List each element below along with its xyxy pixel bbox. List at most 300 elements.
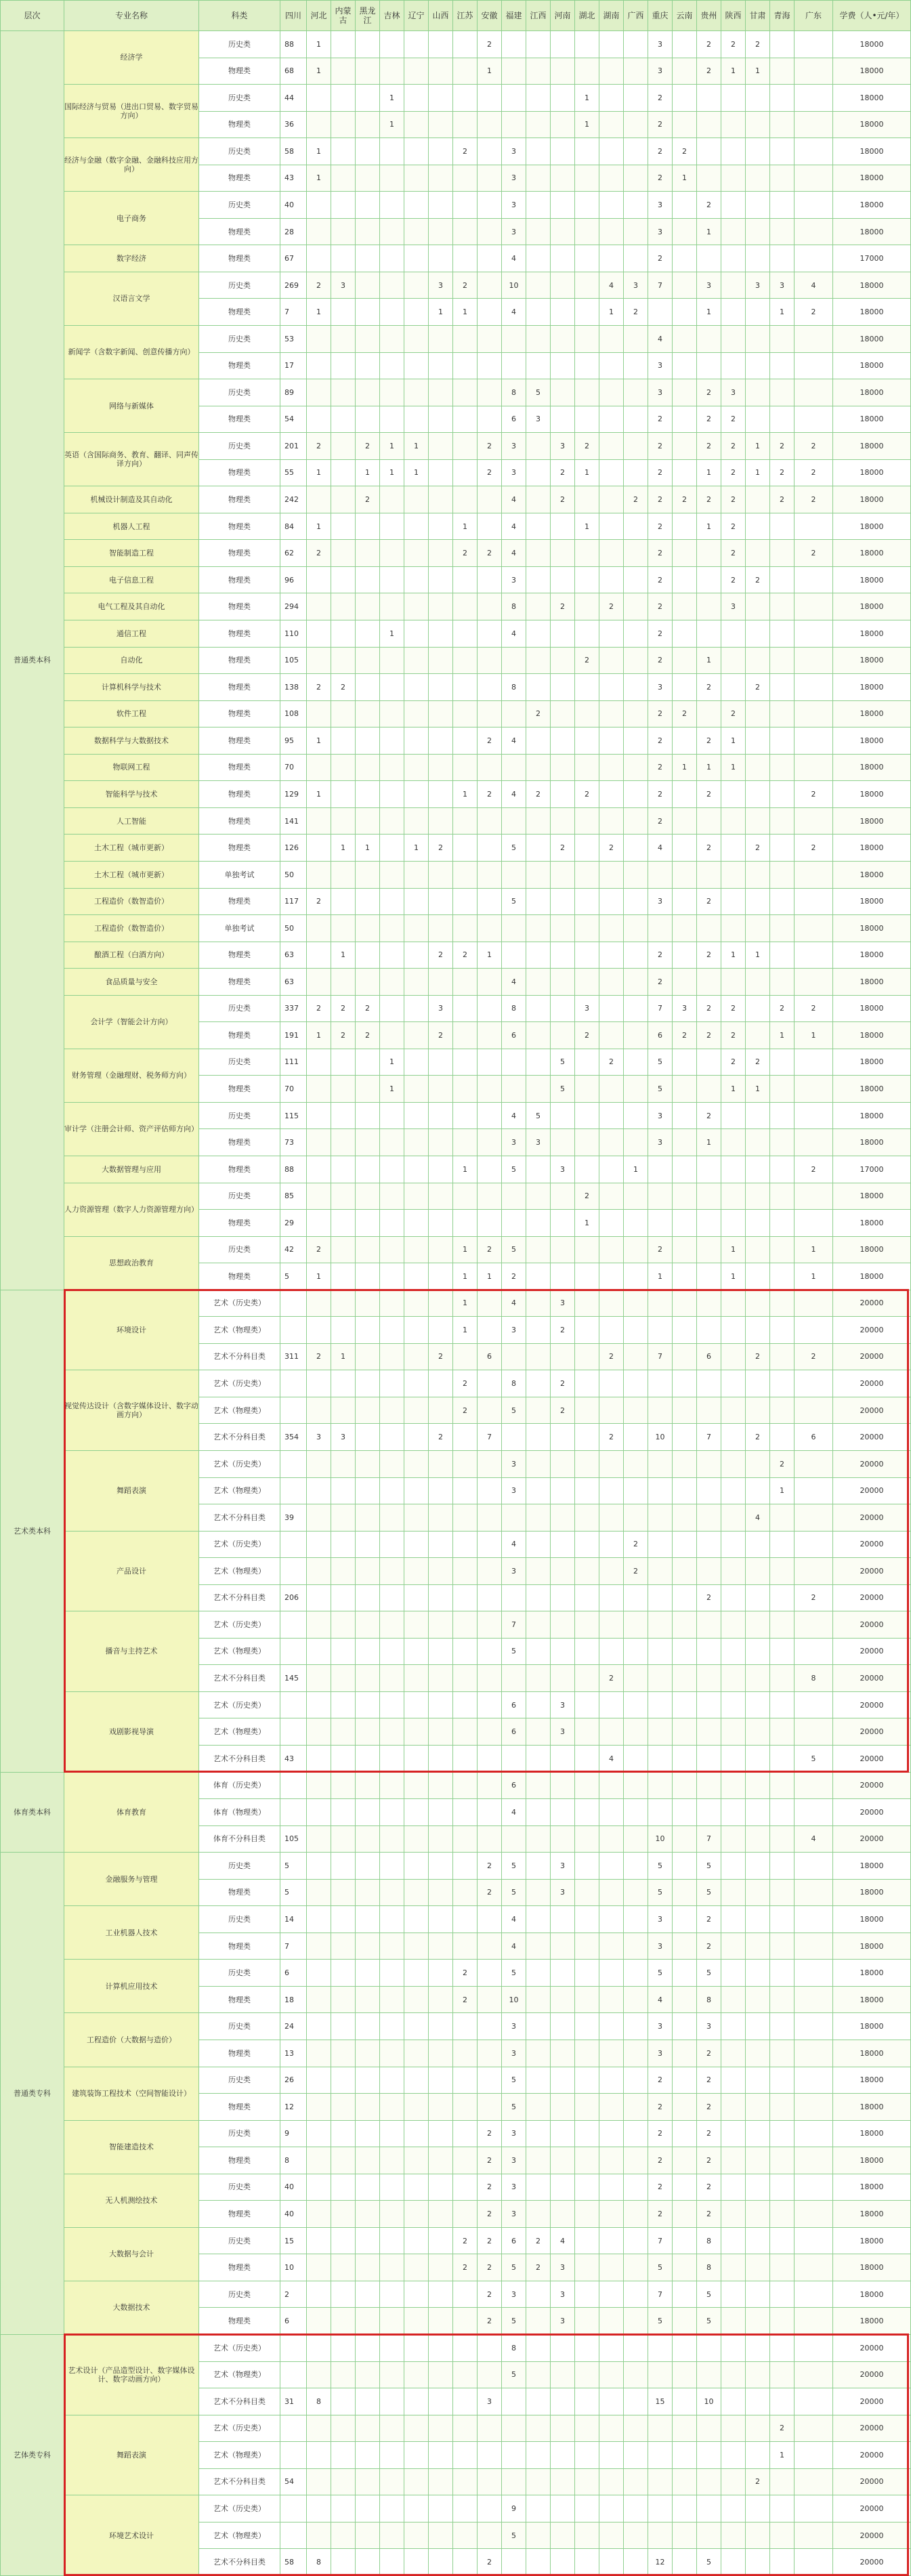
subject-type-cell: 艺术（历史类） bbox=[199, 1370, 280, 1397]
province-count-cell bbox=[429, 2308, 453, 2335]
subject-type-cell: 历史类 bbox=[199, 2067, 280, 2094]
province-count-cell bbox=[721, 1343, 746, 1370]
province-count-cell bbox=[770, 969, 795, 996]
province-count-cell: 2 bbox=[697, 2094, 721, 2121]
province-count-cell bbox=[356, 1290, 380, 1317]
major-name-cell: 物联网工程 bbox=[64, 754, 199, 781]
province-count-cell bbox=[673, 2468, 697, 2495]
sichuan-count-cell: 2 bbox=[280, 2281, 307, 2308]
province-count-cell bbox=[795, 1210, 833, 1237]
province-count-cell: 2 bbox=[599, 1665, 624, 1692]
province-count-cell bbox=[380, 1290, 404, 1317]
province-count-cell: 2 bbox=[551, 486, 575, 513]
province-count-cell bbox=[380, 700, 404, 727]
province-count-cell: 2 bbox=[697, 781, 721, 808]
province-count-cell: 1 bbox=[575, 459, 599, 486]
province-count-cell bbox=[599, 459, 624, 486]
table-row bbox=[1, 781, 911, 808]
province-count-cell bbox=[697, 138, 721, 165]
province-count-cell: 1 bbox=[453, 1156, 478, 1183]
province-count-cell bbox=[429, 1558, 453, 1585]
province-count-cell bbox=[356, 2174, 380, 2201]
province-count-cell bbox=[721, 2549, 746, 2576]
header-cell: 重庆 bbox=[648, 1, 673, 31]
province-count-cell bbox=[721, 1906, 746, 1933]
province-count-cell bbox=[453, 2468, 478, 2495]
province-count-cell bbox=[673, 1236, 697, 1263]
province-count-cell bbox=[356, 138, 380, 165]
province-count-cell bbox=[624, 2549, 648, 2576]
province-count-cell bbox=[624, 1772, 648, 1799]
province-count-cell bbox=[795, 2227, 833, 2254]
major-name-cell: 工程造价（大数据与造价） bbox=[64, 2013, 199, 2067]
province-count-cell bbox=[795, 513, 833, 540]
province-count-cell bbox=[380, 1611, 404, 1639]
province-count-cell bbox=[770, 1611, 795, 1639]
province-count-cell bbox=[624, 2468, 648, 2495]
province-count-cell bbox=[746, 1853, 770, 1880]
province-count-cell bbox=[404, 727, 429, 755]
major-name-cell: 产品设计 bbox=[64, 1531, 199, 1611]
province-count-cell bbox=[599, 2495, 624, 2522]
province-count-cell bbox=[478, 138, 502, 165]
province-count-cell: 3 bbox=[648, 1906, 673, 1933]
province-count-cell bbox=[673, 1504, 697, 1532]
province-count-cell bbox=[526, 1584, 551, 1611]
province-count-cell: 8 bbox=[697, 2227, 721, 2254]
province-count-cell bbox=[380, 915, 404, 942]
province-count-cell bbox=[502, 111, 526, 138]
province-count-cell bbox=[429, 459, 453, 486]
province-count-cell bbox=[331, 2067, 356, 2094]
province-count-cell bbox=[356, 754, 380, 781]
header-cell: 湖北 bbox=[575, 1, 599, 31]
province-count-cell bbox=[404, 995, 429, 1022]
province-count-cell bbox=[307, 2495, 331, 2522]
province-count-cell bbox=[721, 2147, 746, 2174]
province-count-cell bbox=[307, 861, 331, 888]
province-count-cell bbox=[404, 1772, 429, 1799]
province-count-cell bbox=[526, 915, 551, 942]
sichuan-count-cell: 89 bbox=[280, 379, 307, 406]
province-count-cell bbox=[331, 326, 356, 353]
province-count-cell bbox=[526, 2013, 551, 2040]
province-count-cell bbox=[502, 861, 526, 888]
sichuan-count-cell bbox=[280, 1317, 307, 1344]
province-count-cell bbox=[746, 2254, 770, 2281]
province-count-cell bbox=[624, 1397, 648, 1424]
sichuan-count-cell: 54 bbox=[280, 406, 307, 433]
province-count-cell: 3 bbox=[502, 566, 526, 593]
province-count-cell bbox=[673, 2201, 697, 2228]
province-count-cell bbox=[478, 1825, 502, 1853]
province-count-cell bbox=[624, 1879, 648, 1906]
header-cell: 科类 bbox=[199, 1, 280, 31]
subject-type-cell: 物理类 bbox=[199, 218, 280, 245]
province-count-cell bbox=[673, 1746, 697, 1773]
province-count-cell bbox=[380, 2495, 404, 2522]
subject-type-cell: 物理类 bbox=[199, 486, 280, 513]
province-count-cell bbox=[429, 165, 453, 192]
province-count-cell bbox=[770, 835, 795, 862]
province-count-cell bbox=[697, 1638, 721, 1665]
province-count-cell bbox=[380, 245, 404, 272]
province-count-cell bbox=[795, 2040, 833, 2067]
tuition-fee-cell: 18000 bbox=[833, 647, 911, 674]
province-count-cell bbox=[526, 513, 551, 540]
province-count-cell bbox=[746, 406, 770, 433]
province-count-cell: 8 bbox=[502, 2335, 526, 2362]
province-count-cell bbox=[770, 2120, 795, 2147]
province-count-cell bbox=[599, 2147, 624, 2174]
province-count-cell bbox=[624, 1718, 648, 1746]
province-count-cell: 2 bbox=[526, 2254, 551, 2281]
province-count-cell bbox=[331, 2388, 356, 2415]
province-count-cell bbox=[307, 2468, 331, 2495]
province-count-cell bbox=[478, 85, 502, 112]
province-count-cell bbox=[770, 754, 795, 781]
header-cell: 青海 bbox=[770, 1, 795, 31]
province-count-cell bbox=[746, 85, 770, 112]
province-count-cell bbox=[648, 2335, 673, 2362]
province-count-cell bbox=[453, 2174, 478, 2201]
province-count-cell bbox=[551, 647, 575, 674]
province-count-cell bbox=[721, 620, 746, 648]
province-count-cell bbox=[770, 245, 795, 272]
province-count-cell bbox=[429, 1799, 453, 1826]
province-count-cell: 1 bbox=[307, 165, 331, 192]
province-count-cell bbox=[795, 1370, 833, 1397]
province-count-cell: 2 bbox=[307, 433, 331, 460]
province-count-cell: 2 bbox=[648, 433, 673, 460]
major-name-cell: 智能制造工程 bbox=[64, 540, 199, 567]
province-count-cell: 7 bbox=[648, 272, 673, 299]
province-count-cell bbox=[599, 406, 624, 433]
province-count-cell: 2 bbox=[575, 1183, 599, 1210]
province-count-cell bbox=[356, 1156, 380, 1183]
province-count-cell bbox=[795, 1049, 833, 1076]
province-count-cell bbox=[404, 915, 429, 942]
tuition-fee-cell: 18000 bbox=[833, 513, 911, 540]
province-count-cell bbox=[453, 1049, 478, 1076]
province-count-cell bbox=[526, 2495, 551, 2522]
province-count-cell bbox=[307, 1397, 331, 1424]
province-count-cell bbox=[478, 1906, 502, 1933]
province-count-cell bbox=[331, 352, 356, 379]
province-count-cell bbox=[551, 2201, 575, 2228]
province-count-cell: 2 bbox=[478, 2147, 502, 2174]
province-count-cell bbox=[356, 2495, 380, 2522]
province-count-cell bbox=[380, 1102, 404, 1129]
province-count-cell bbox=[575, 1102, 599, 1129]
province-count-cell bbox=[795, 1718, 833, 1746]
table-row bbox=[1, 727, 911, 755]
province-count-cell bbox=[673, 1799, 697, 1826]
province-count-cell bbox=[526, 58, 551, 85]
province-count-cell: 1 bbox=[721, 58, 746, 85]
province-count-cell bbox=[697, 1665, 721, 1692]
province-count-cell bbox=[307, 326, 331, 353]
tuition-fee-cell: 18000 bbox=[833, 540, 911, 567]
province-count-cell bbox=[429, 1638, 453, 1665]
province-count-cell bbox=[648, 1665, 673, 1692]
province-count-cell: 5 bbox=[551, 1076, 575, 1103]
province-count-cell bbox=[356, 781, 380, 808]
province-count-cell bbox=[453, 888, 478, 915]
province-count-cell bbox=[795, 620, 833, 648]
province-count-cell bbox=[770, 1584, 795, 1611]
province-count-cell bbox=[770, 1102, 795, 1129]
province-count-cell: 2 bbox=[599, 1424, 624, 1451]
province-count-cell bbox=[673, 1370, 697, 1397]
province-count-cell bbox=[624, 513, 648, 540]
province-count-cell bbox=[770, 1558, 795, 1585]
province-count-cell bbox=[599, 1799, 624, 1826]
province-count-cell bbox=[429, 2120, 453, 2147]
major-name-cell: 环境设计 bbox=[64, 1290, 199, 1370]
province-count-cell bbox=[673, 1853, 697, 1880]
province-count-cell bbox=[551, 1665, 575, 1692]
province-count-cell bbox=[380, 326, 404, 353]
province-count-cell: 2 bbox=[770, 433, 795, 460]
province-count-cell bbox=[478, 1531, 502, 1558]
province-count-cell bbox=[551, 513, 575, 540]
province-count-cell: 2 bbox=[478, 433, 502, 460]
province-count-cell bbox=[429, 1746, 453, 1773]
province-count-cell bbox=[770, 165, 795, 192]
sichuan-count-cell bbox=[280, 1799, 307, 1826]
province-count-cell bbox=[721, 1584, 746, 1611]
province-count-cell bbox=[697, 111, 721, 138]
province-count-cell bbox=[624, 245, 648, 272]
province-count-cell bbox=[746, 1450, 770, 1477]
sichuan-count-cell: 42 bbox=[280, 1236, 307, 1263]
province-count-cell bbox=[624, 674, 648, 701]
province-count-cell bbox=[721, 1772, 746, 1799]
province-count-cell: 4 bbox=[599, 272, 624, 299]
province-count-cell: 1 bbox=[697, 513, 721, 540]
province-count-cell: 5 bbox=[502, 1960, 526, 1987]
header-cell: 吉林 bbox=[380, 1, 404, 31]
province-count-cell: 2 bbox=[648, 2147, 673, 2174]
province-count-cell: 6 bbox=[502, 1022, 526, 1049]
province-count-cell bbox=[331, 781, 356, 808]
province-count-cell bbox=[673, 915, 697, 942]
province-count-cell bbox=[356, 85, 380, 112]
province-count-cell bbox=[526, 1960, 551, 1987]
tuition-fee-cell: 18000 bbox=[833, 2308, 911, 2335]
province-count-cell bbox=[380, 58, 404, 85]
province-count-cell bbox=[770, 2147, 795, 2174]
province-count-cell bbox=[599, 1638, 624, 1665]
province-count-cell bbox=[746, 1665, 770, 1692]
province-count-cell bbox=[356, 1584, 380, 1611]
province-count-cell bbox=[575, 1558, 599, 1585]
province-count-cell bbox=[478, 2415, 502, 2442]
province-count-cell bbox=[795, 379, 833, 406]
sichuan-count-cell: 337 bbox=[280, 995, 307, 1022]
province-count-cell bbox=[697, 1746, 721, 1773]
province-count-cell bbox=[551, 1102, 575, 1129]
province-count-cell bbox=[331, 379, 356, 406]
tuition-fee-cell: 18000 bbox=[833, 2120, 911, 2147]
province-count-cell bbox=[648, 2522, 673, 2549]
province-count-cell bbox=[404, 1718, 429, 1746]
province-count-cell bbox=[551, 1772, 575, 1799]
province-count-cell bbox=[307, 2308, 331, 2335]
province-count-cell bbox=[624, 566, 648, 593]
province-count-cell bbox=[380, 835, 404, 862]
province-count-cell bbox=[770, 379, 795, 406]
province-count-cell: 2 bbox=[746, 1049, 770, 1076]
province-count-cell: 2 bbox=[648, 1236, 673, 1263]
province-count-cell bbox=[478, 754, 502, 781]
province-count-cell bbox=[404, 647, 429, 674]
province-count-cell bbox=[770, 2388, 795, 2415]
province-count-cell bbox=[526, 1397, 551, 1424]
province-count-cell bbox=[721, 2254, 746, 2281]
province-count-cell bbox=[502, 1665, 526, 1692]
province-count-cell: 1 bbox=[746, 433, 770, 460]
province-count-cell bbox=[624, 1236, 648, 1263]
province-count-cell bbox=[331, 2468, 356, 2495]
province-count-cell bbox=[770, 1049, 795, 1076]
province-count-cell bbox=[697, 700, 721, 727]
province-count-cell bbox=[599, 2549, 624, 2576]
province-count-cell bbox=[575, 1531, 599, 1558]
table-row bbox=[1, 486, 911, 513]
province-count-cell bbox=[307, 1477, 331, 1504]
province-count-cell bbox=[770, 888, 795, 915]
province-count-cell bbox=[331, 2415, 356, 2442]
subject-type-cell: 物理类 bbox=[199, 674, 280, 701]
province-count-cell bbox=[770, 218, 795, 245]
province-count-cell bbox=[673, 272, 697, 299]
province-count-cell bbox=[429, 1129, 453, 1156]
province-count-cell bbox=[770, 2335, 795, 2362]
subject-type-cell: 历史类 bbox=[199, 433, 280, 460]
province-count-cell bbox=[721, 1183, 746, 1210]
province-count-cell: 3 bbox=[648, 674, 673, 701]
province-count-cell: 2 bbox=[478, 2120, 502, 2147]
province-count-cell bbox=[770, 2067, 795, 2094]
province-count-cell bbox=[770, 566, 795, 593]
province-count-cell bbox=[770, 1638, 795, 1665]
province-count-cell bbox=[307, 1986, 331, 2013]
sichuan-count-cell: 88 bbox=[280, 31, 307, 58]
subject-type-cell: 物理类 bbox=[199, 2201, 280, 2228]
province-count-cell bbox=[404, 700, 429, 727]
province-count-cell bbox=[404, 85, 429, 112]
province-count-cell: 3 bbox=[648, 1102, 673, 1129]
province-count-cell bbox=[551, 861, 575, 888]
major-name-cell: 工业机器人技术 bbox=[64, 1906, 199, 1960]
province-count-cell bbox=[551, 2067, 575, 2094]
province-count-cell bbox=[673, 513, 697, 540]
subject-type-cell: 物理类 bbox=[199, 727, 280, 755]
province-count-cell bbox=[648, 1450, 673, 1477]
header-cell: 湖南 bbox=[599, 1, 624, 31]
province-count-cell: 2 bbox=[721, 433, 746, 460]
province-count-cell bbox=[478, 218, 502, 245]
province-count-cell bbox=[356, 674, 380, 701]
province-count-cell bbox=[307, 1102, 331, 1129]
province-count-cell bbox=[673, 299, 697, 326]
province-count-cell: 5 bbox=[502, 888, 526, 915]
tuition-fee-cell: 18000 bbox=[833, 754, 911, 781]
province-count-cell bbox=[380, 754, 404, 781]
province-count-cell: 2 bbox=[526, 781, 551, 808]
province-count-cell bbox=[697, 1397, 721, 1424]
province-count-cell bbox=[551, 1584, 575, 1611]
province-count-cell bbox=[429, 1397, 453, 1424]
province-count-cell bbox=[599, 31, 624, 58]
province-count-cell: 5 bbox=[502, 1397, 526, 1424]
province-count-cell bbox=[478, 245, 502, 272]
header-cell: 福建 bbox=[502, 1, 526, 31]
province-count-cell: 1 bbox=[307, 138, 331, 165]
province-count-cell bbox=[746, 2361, 770, 2388]
province-count-cell bbox=[551, 2415, 575, 2442]
header-cell: 河南 bbox=[551, 1, 575, 31]
province-count-cell: 3 bbox=[502, 2040, 526, 2067]
province-count-cell: 1 bbox=[307, 1022, 331, 1049]
province-count-cell: 1 bbox=[648, 1263, 673, 1290]
province-count-cell bbox=[307, 1076, 331, 1103]
province-count-cell bbox=[551, 807, 575, 835]
table-row bbox=[1, 513, 911, 540]
province-count-cell bbox=[526, 1183, 551, 1210]
province-count-cell bbox=[526, 2040, 551, 2067]
province-count-cell bbox=[746, 2442, 770, 2469]
province-count-cell: 2 bbox=[478, 2254, 502, 2281]
province-count-cell bbox=[770, 1746, 795, 1773]
province-count-cell bbox=[453, 2308, 478, 2335]
province-count-cell bbox=[599, 2281, 624, 2308]
level-cell: 体育类本科 bbox=[1, 1772, 64, 1853]
province-count-cell: 1 bbox=[721, 754, 746, 781]
province-count-cell bbox=[453, 2147, 478, 2174]
province-count-cell bbox=[453, 31, 478, 58]
province-count-cell bbox=[307, 1772, 331, 1799]
province-count-cell bbox=[551, 85, 575, 112]
province-count-cell: 6 bbox=[697, 1343, 721, 1370]
province-count-cell bbox=[404, 1558, 429, 1585]
province-count-cell bbox=[526, 1906, 551, 1933]
province-count-cell bbox=[356, 1210, 380, 1237]
province-count-cell bbox=[624, 1986, 648, 2013]
subject-type-cell: 艺术（历史类） bbox=[199, 1611, 280, 1639]
province-count-cell bbox=[331, 1397, 356, 1424]
province-count-cell bbox=[404, 2281, 429, 2308]
province-count-cell bbox=[380, 2335, 404, 2362]
sichuan-count-cell: 10 bbox=[280, 2254, 307, 2281]
province-count-cell bbox=[453, 1584, 478, 1611]
subject-type-cell: 艺术（物理类） bbox=[199, 2522, 280, 2549]
province-count-cell bbox=[673, 1960, 697, 1987]
major-name-cell: 会计学（智能会计方向） bbox=[64, 995, 199, 1049]
province-count-cell bbox=[551, 1960, 575, 1987]
province-count-cell bbox=[673, 2147, 697, 2174]
province-count-cell bbox=[356, 513, 380, 540]
province-count-cell bbox=[746, 1236, 770, 1263]
province-count-cell bbox=[404, 593, 429, 620]
province-count-cell bbox=[429, 1960, 453, 1987]
sichuan-count-cell: 201 bbox=[280, 433, 307, 460]
province-count-cell bbox=[429, 969, 453, 996]
province-count-cell bbox=[746, 1906, 770, 1933]
province-count-cell bbox=[551, 2174, 575, 2201]
